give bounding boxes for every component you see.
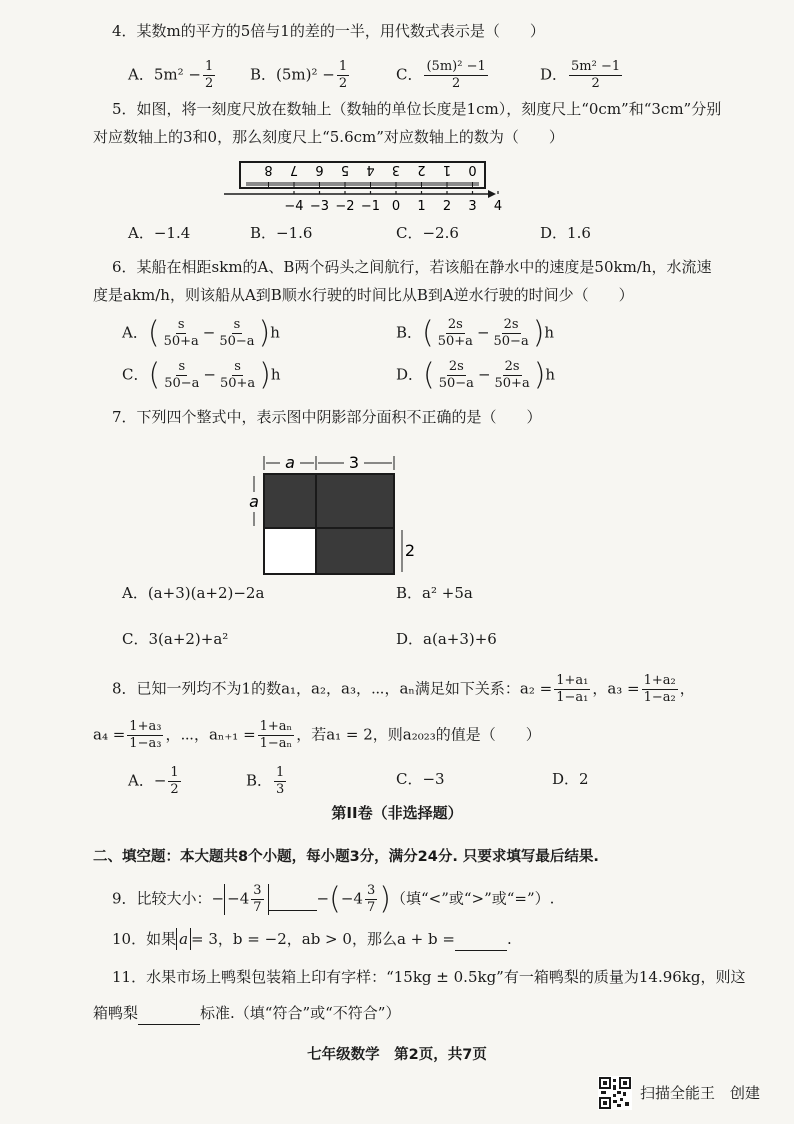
ruler-number-line-figure (220, 158, 503, 218)
q7-option-b[interactable]: B．a² +5a (396, 584, 473, 602)
q6-option-b[interactable]: B．( $\frac{2s}{50+a}$ − $\frac{2s}{50-a}$ )h (396, 315, 555, 351)
q4-option-a[interactable]: A．5m² − $\frac{1}{2}$ (128, 59, 214, 91)
q8-option-c[interactable]: C．−3 (396, 770, 445, 788)
shaded-square-a (264, 474, 316, 528)
page-footer: 七年级数学 第2页，共7页 (307, 1047, 487, 1063)
q4-option-d[interactable]: D． $\frac{\text{5m² −1}}{2}$ (540, 59, 621, 91)
label-a-left: a (249, 492, 259, 511)
q11-line-2: 箱鸭梨 标准.（填“符合”或“不符合”） (93, 1002, 400, 1025)
q4-option-b[interactable]: B．(5m)² − $\frac{1}{2}$ (250, 59, 348, 91)
q6-stem-line-2: 度是akm/h，则该船从A到B顺水行驶的时间比从B到A逆水行驶的时间少（ ） (93, 286, 634, 304)
number-line-tick-label: 4 (493, 199, 503, 214)
q10-line: 10．如果 a = 3，b = −2，ab > 0，那么a + b = . (112, 928, 512, 951)
q5-option-d[interactable]: D．1.6 (540, 224, 591, 242)
ruler-tick-label: 2 (417, 162, 426, 177)
label-a-top: a (285, 453, 295, 472)
q10-answer-blank[interactable] (455, 928, 507, 951)
q7-option-a[interactable]: A．(a+3)(a+2)−2a (122, 584, 265, 602)
ruler-tick-label: 7 (289, 162, 299, 177)
ruler-tick-label: 5 (340, 162, 350, 177)
label-2: 2 (404, 541, 416, 560)
number-line-tick-label: 3 (468, 199, 477, 214)
ruler-tick-label: 4 (366, 162, 375, 177)
q6-option-a[interactable]: A．( $\frac{s}{50+a}$ − $\frac{s}{50-a}$ )h (122, 315, 280, 351)
q6-stem-line-1: 6．某船在相距skm的A、B两个码头之间航行，若该船在静水中的速度是50km/h，水流速 (112, 258, 712, 276)
q8-option-d[interactable]: D．2 (552, 770, 589, 788)
q8-option-a[interactable]: A．− $\frac{1}{2}$ (128, 765, 179, 797)
q6-option-c[interactable]: C．( $\frac{s}{50-a}$ − $\frac{s}{50+a}$ )h (122, 357, 281, 393)
number-line-arrow-icon (488, 190, 496, 198)
q9-answer-blank[interactable] (269, 888, 317, 911)
q5-option-c[interactable]: C．−2.6 (396, 224, 459, 242)
q4-stem: 4．某数m的平方的5倍与1的差的一半，用代数式表示是（ ） (112, 22, 545, 40)
q11-line-1: 11．水果市场上鸭梨包装箱上印有字样：“15kg ± 0.5kg”有一箱鸭梨的质量为14.96kg，则这 (112, 968, 746, 986)
q7-option-c[interactable]: C．3(a+2)+a² (122, 630, 229, 648)
ruler-tick-label: 8 (264, 162, 273, 177)
number-line-tick-label: −3 (309, 199, 330, 214)
q5-stem-line-2: 对应数轴上的3和0，那么刻度尺上“5.6cm”对应数轴上的数为（ ） (93, 128, 564, 146)
q5-option-b[interactable]: B．−1.6 (250, 224, 313, 242)
ruler-tick-label: 0 (468, 162, 477, 177)
q8-stem-line-2: a₄ = $\frac{\text{1+a₃}}{\text{1−a₃}}$ ，⋯，aₙ₊₁ = $\frac{\text{1+aₙ}}{\text{1−aₙ}}$ ，若a₁ = 2，则a₂₀₂₃的值是（ ） (93, 719, 541, 751)
q6-option-d[interactable]: D．( $\frac{2s}{50-a}$ − $\frac{2s}{50+a}$ )h (396, 357, 556, 393)
shaded-rect-3 (316, 474, 394, 574)
number-line-tick-label: −1 (360, 199, 381, 214)
section-part2-heading: 二、填空题：本大题共8个小题，每小题3分，满分24分. 只要求填写最后结果. (93, 849, 599, 865)
section-title: 第II卷（非选择题） (331, 804, 463, 822)
number-line-tick-label: 2 (442, 199, 452, 214)
number-line-tick-label: 0 (391, 199, 401, 214)
q11-answer-blank[interactable] (138, 1002, 200, 1025)
number-line-tick-label: −4 (284, 199, 304, 214)
q8-stem-line-1: 8．已知一列均不为1的数a₁，a₂，a₃，⋯，aₙ满足如下关系：a₂ = $\frac{\text{1+a₁}}{\text{1−a₁}}$ ，a₃ = $\frac{\text{1+a₂}}{\text{1−a₂}}$ ， (112, 673, 695, 705)
q4-option-c[interactable]: C． $\frac{\text{(5m)² −1}}{2}$ (396, 59, 486, 91)
unshaded-rect (264, 528, 316, 574)
ruler-tick-label: 1 (442, 162, 452, 177)
area-diagram-figure (240, 452, 420, 582)
q7-option-d[interactable]: D．a(a+3)+6 (396, 630, 497, 648)
number-line-tick-label: 1 (417, 199, 426, 214)
ruler-edge (246, 182, 479, 186)
scanner-watermark: 扫描全能王 创建 (640, 1084, 761, 1102)
label-3: 3 (348, 453, 360, 472)
q5-stem-line-1: 5．如图，将一刻度尺放在数轴上（数轴的单位长度是1cm），刻度尺上“0cm”和“3cm”分别 (112, 100, 722, 118)
q9-line: 9．比较大小：− −4 $\frac{3}{7}$ −(−4 $\frac{3}{7}$ )（填“<”或“>”或“=”）. (112, 881, 555, 917)
ruler-tick-label: 3 (391, 162, 401, 177)
q7-stem: 7．下列四个整式中，表示图中阴影部分面积不正确的是（ ） (112, 408, 542, 426)
ruler-tick-label: 6 (315, 162, 324, 177)
number-line-tick-label: −2 (335, 199, 355, 214)
q5-option-a[interactable]: A．−1.4 (128, 224, 191, 242)
q8-option-b[interactable]: B． $\frac{1}{3}$ (246, 765, 285, 797)
qr-code-icon (598, 1076, 632, 1110)
